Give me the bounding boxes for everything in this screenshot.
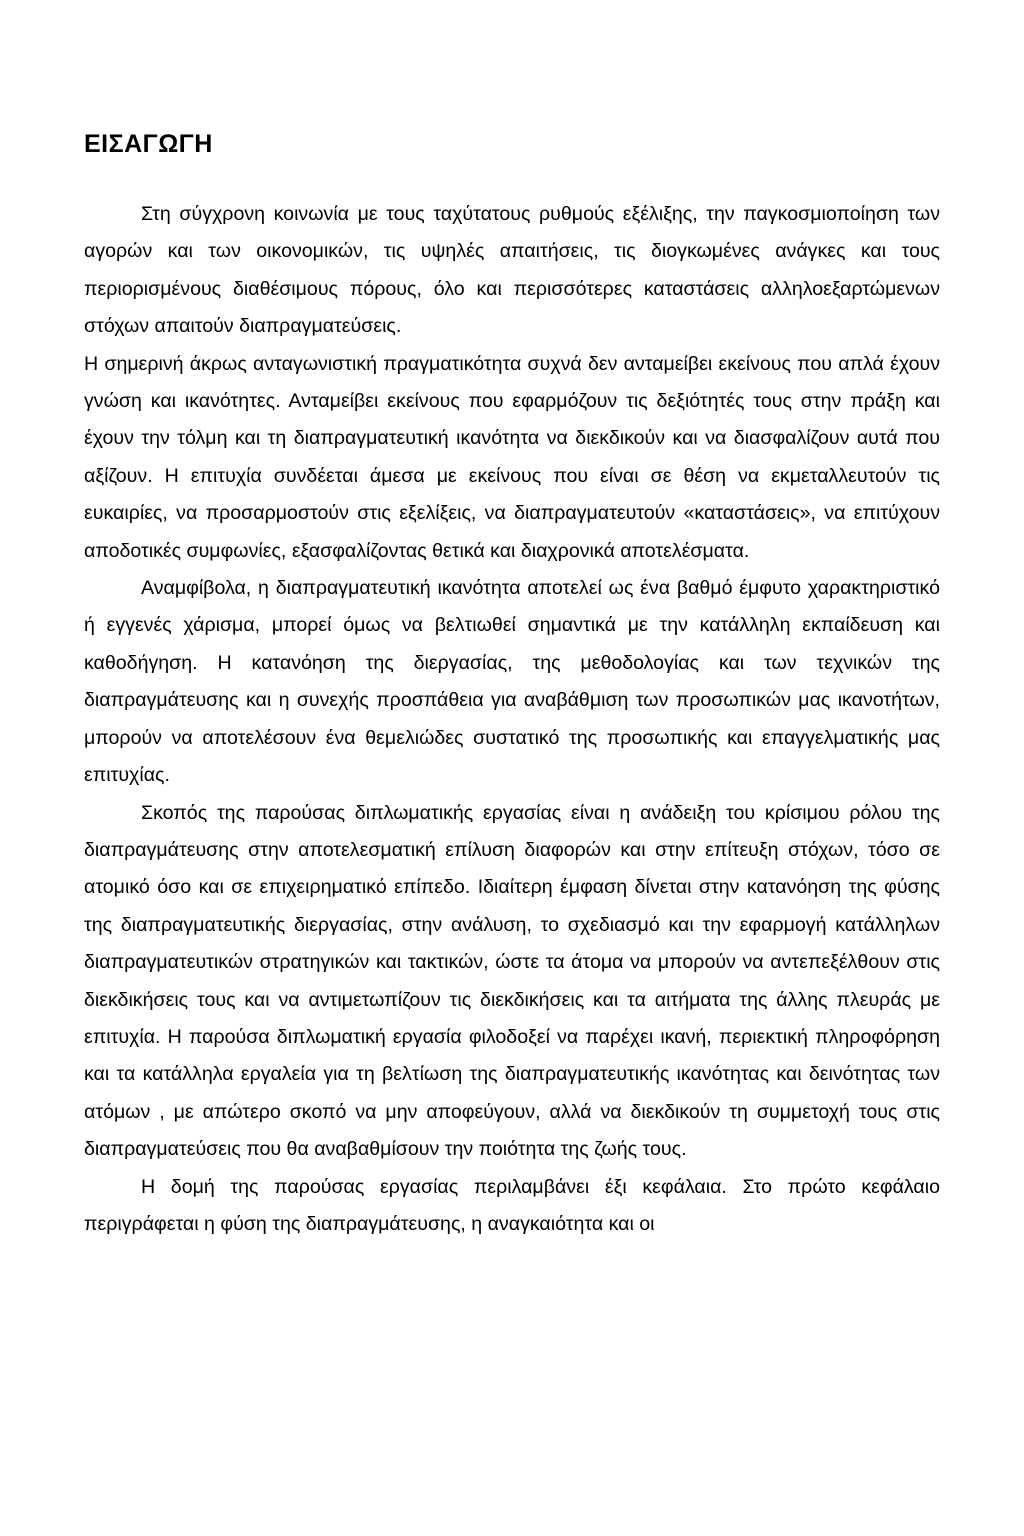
document-page (84, 126, 940, 1243)
paragraph-purpose: Σκοπός της παρούσας διπλωματικής εργασίας είναι η ανάδειξη του κρίσιμου ρόλου της διαπραγμάτευσης στην αποτελεσματική επίλυση διαφορών και στην επίτευξη στόχων, τόσο σε ατομικό όσο και σε επιχειρηματικό επίπεδο. Ιδιαίτερη έμφαση δίνεται στην κατανόηση της φύσης της διαπραγματευτικής διεργασίας, στην ανάλυση, το σχεδιασμό και την εφαρμογή κατάλληλων διαπραγματευτικών στρατηγικών και τακτικών, ώστε τα άτομα να μπορούν να αντεπεξέλθουν στις διεκδικήσεις τους και να αντιμετωπίζουν τις διεκδικήσεις και τα αιτήματα της άλλης πλευράς με επιτυχία. Η παρούσα διπλωματική εργασία φιλοδοξεί να παρέχει ικανή, περιεκτική πληροφόρηση και τα κατάλληλα εργαλεία για τη βελτίωση της διαπραγματευτικής ικανότητας και δεινότητας των ατόμων , με απώτερο σκοπό να μην αποφεύγουν, αλλά να διεκδικούν τη συμμετοχή τους στις διαπραγματεύσεις που θα αναβαθμίσουν την ποιότητα της ζωής τους. (84, 801, 940, 1161)
section-title: ΕΙΣΑΓΩΓΗ (84, 130, 213, 158)
paragraph-competitive-reality: Η σημερινή άκρως ανταγωνιστική πραγματικότητα συχνά δεν ανταμείβει εκείνους που απλά έχουν γνώση και ικανότητες. Ανταμείβει εκείνους που εφαρμόζουν τις δεξιότητές τους στην πράξη και έχουν την τόλμη και τη διαπραγματευτική ικανότητα να διεκδικούν και να διασφαλίζουν αυτά που αξίζουν. Η επιτυχία συνδέεται άμεσα με εκείνους που είναι σε θέση να εκμεταλλευτούν τις ευκαιρίες, να προσαρμοστούν στις εξελίξεις, να διαπραγματευτούν «καταστάσεις», να επιτύχουν αποδοτικές συμφωνίες, εξασφαλίζοντας θετικά και διαχρονικά αποτελέσματα. (84, 352, 940, 562)
paragraph-negotiation-ability: Αναμφίβολα, η διαπραγματευτική ικανότητα αποτελεί ως ένα βαθμό έμφυτο χαρακτηριστικό ή εγγενές χάρισμα, μπορεί όμως να βελτιωθεί σημαντικά με την κατάλληλη εκπαίδευση και καθοδήγηση. Η κατανόηση της διεργασίας, της μεθοδολογίας και των τεχνικών της διαπραγμάτευσης και η συνεχής προσπάθεια για αναβάθμιση των προσωπικών μας ικανοτήτων, μπορούν να αποτελέσουν ένα θεμελιώδες συστατικό της προσωπικής και επαγγελματικής μας επιτυχίας. (84, 577, 940, 787)
paragraph-structure: Η δομή της παρούσας εργασίας περιλαμβάνει έξι κεφάλαια. Στο πρώτο κεφάλαιο περιγράφεται η φύση της διαπραγμάτευσης, η αναγκαιότητα και οι (84, 1175, 940, 1235)
paragraph-intro: Στη σύγχρονη κοινωνία με τους ταχύτατους ρυθμούς εξέλιξης, την παγκοσμιοποίηση των αγορών και των οικονομικών, τις υψηλές απαιτήσεις, τις διογκωμένες ανάγκες και τους περιορισμένους διαθέσιμους πόρους, όλο και περισσότερες καταστάσεις αλληλοεξαρτώμενων στόχων απαιτούν διαπραγματεύσεις. (84, 203, 940, 338)
